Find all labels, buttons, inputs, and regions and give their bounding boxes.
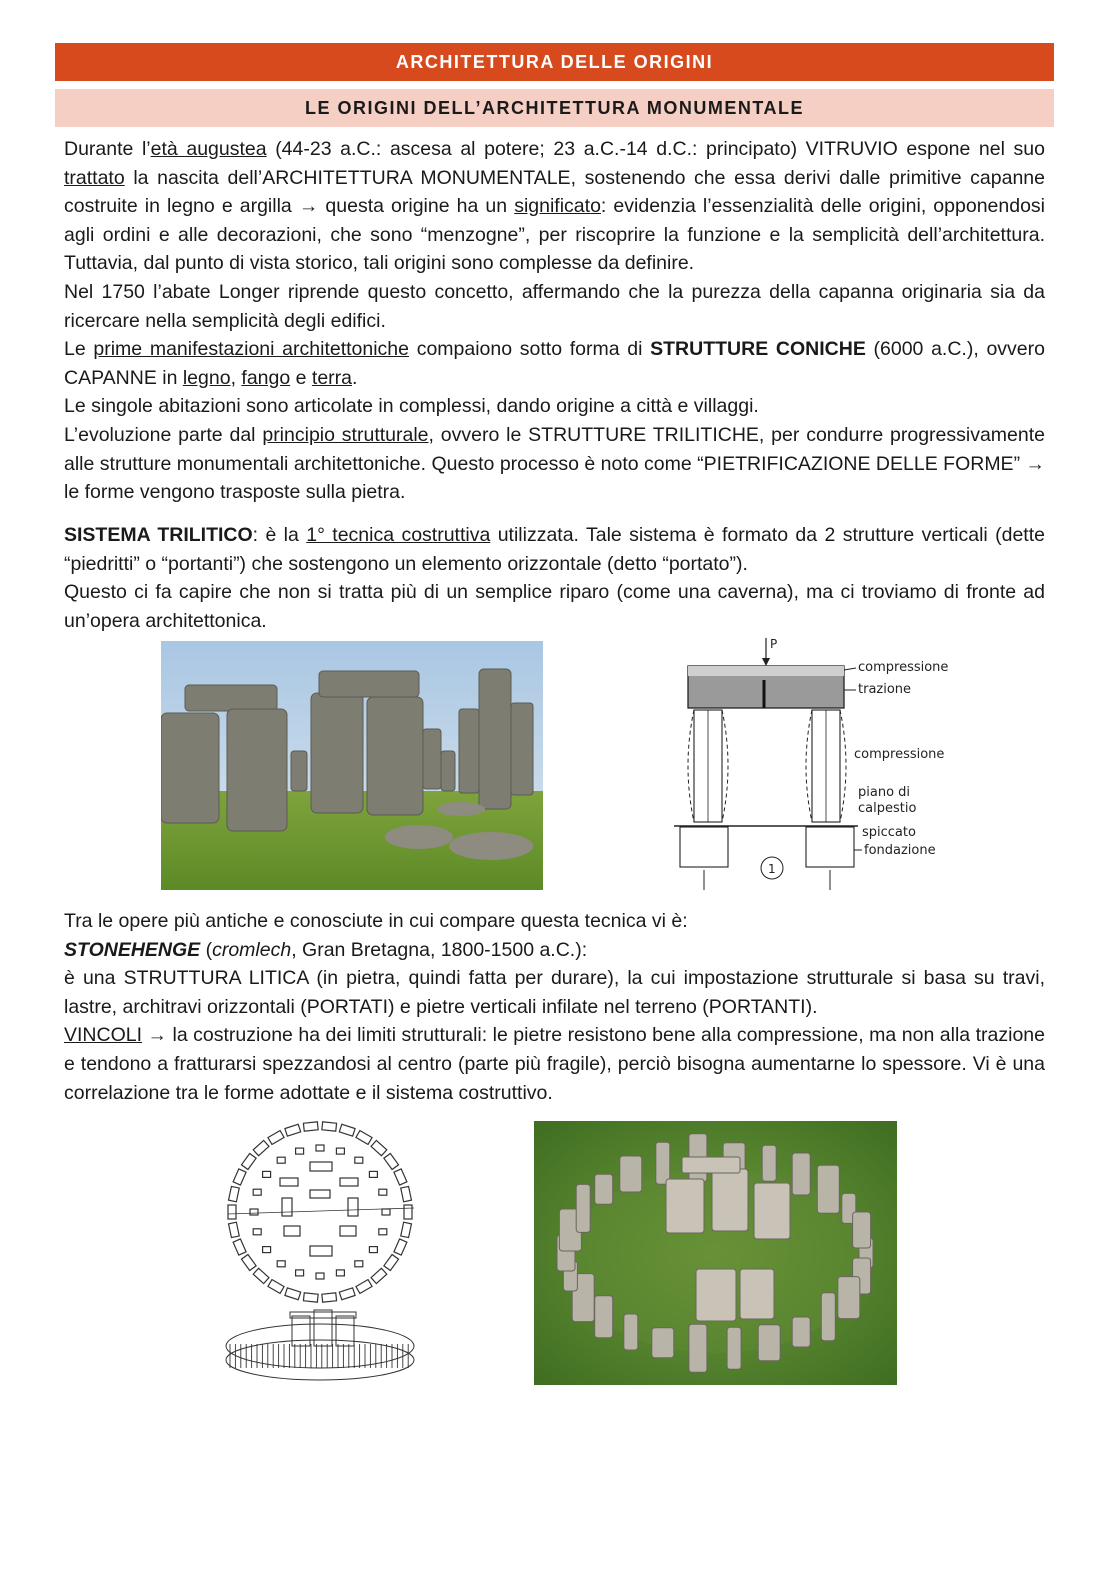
text-run: Durante l’: [64, 138, 151, 160]
text-run: (44-23 a.C.: ascesa al potere; 23 a.C.-14 d.C.: principato) VITRUVIO espone nel suo: [266, 138, 1045, 160]
label-calpestio: calpestio: [858, 801, 917, 816]
text-run: ,: [230, 366, 242, 389]
paragraph-stonehenge-title: [64, 936, 1045, 965]
underlined-term: trattato: [64, 166, 125, 189]
bold-term: STRUTTURE CONICHE: [650, 338, 866, 361]
underlined-term: terra: [311, 366, 353, 389]
text-run: utilizzata. Tale sistema è formato da 2 strutture verticali (dette “piedritti” o “portanti”) che sostengono un elemento orizzontale (detto “portato”).: [64, 524, 1045, 575]
italic-term: cromlech: [212, 938, 292, 961]
stonehenge-aerial-photo: [534, 1121, 897, 1385]
text-run: , ovvero le STRUTTURE TRILITICHE, per condurre progressivamente alle strutture monumentali architettoniche. Questo processo è noto come “PIETRIFICAZIONE DELLE FORME” → le forme vengono trasposte sulla pietra.: [64, 423, 1045, 504]
paragraph-struttura-litica: è una STRUTTURA LITICA (in pietra, quindi fatta per durare), la cui impostazione strutturale si basa su travi, lastre, architravi orizzontali (PORTATI) e pietre verticali infilate nel terreno (PORTANTI).: [64, 967, 1045, 1018]
right-foundation: [806, 827, 854, 867]
paragraph-longer: Nel 1750 l’abate Longer riprende questo concetto, affermando che la purezza della capanna originaria sia da ricercare nella semplicità degli edifici.: [64, 280, 1045, 332]
bold-italic-term: STONEHENGE: [64, 938, 201, 961]
text-run: (6000 a.C.), ovvero CAPANNE in: [64, 338, 1045, 389]
text-run: , Gran Bretagna, 1800-1500 a.C.):: [291, 938, 588, 961]
trilithic-diagram: [672, 634, 962, 892]
stonehenge-text-block: [64, 907, 1045, 1107]
trilithic-text-block: [64, 521, 1045, 635]
bold-term: SISTEMA TRILITICO: [64, 524, 253, 546]
paragraph-prime-manifestazioni: [64, 335, 1045, 392]
text-run: e: [290, 366, 312, 389]
intro-text-block: [64, 135, 1045, 507]
label-spiccato: spiccato: [862, 825, 916, 840]
text-run: compaiono sotto forma di: [409, 338, 651, 361]
figure-number: 1: [768, 862, 776, 876]
underlined-term: fango: [241, 366, 291, 389]
chapter-title: ARCHITETTURA DELLE ORIGINI: [395, 51, 714, 72]
text-run: : è la: [252, 524, 307, 546]
text-run: (: [200, 938, 213, 961]
section-title-banner: [55, 89, 1054, 127]
left-foundation: [680, 827, 728, 867]
underlined-term: VINCOLI: [64, 1024, 143, 1047]
paragraph-evoluzione: [64, 421, 1045, 507]
label-fondazione: fondazione: [864, 843, 936, 858]
underlined-term: significato: [514, 195, 601, 218]
load-label: P: [770, 637, 778, 651]
paragraph-vitruvio: [64, 135, 1045, 278]
underlined-term: legno: [182, 366, 231, 389]
text-run: : evidenzia l’essenzialità delle origini, opponendosi agli ordini e alle decorazioni, che sono “menzogne”, per riscoprire la funzione e la semplicità dell’architettura. Tuttavia, dal punto di vista storico, tali origini sono complesse da definire.: [64, 195, 1045, 275]
paragraph-abitazioni: Le singole abitazioni sono articolate in complessi, dando origine a città e villaggi.: [64, 395, 759, 418]
text-run: → la costruzione ha dei limiti strutturali: le pietre resistono bene alla compressione, ma non alla trazione e tendono a fratturarsi spezzandosi al centro (parte più fragile), perciò bisogna aumentarne lo spessore. Vi è una correlazione tra le forme adottate e il sistema costruttivo.: [64, 1024, 1045, 1104]
underlined-term: 1° tecnica costruttiva: [306, 524, 491, 546]
chapter-title-banner: [55, 43, 1054, 81]
paragraph-riparo: Questo ci fa capire che non si tratta più di un semplice riparo (come una caverna), ma ci troviamo di fronte ad un’opera architettonica.: [64, 581, 1045, 632]
label-compression-pillar: compressione: [854, 747, 945, 762]
paragraph-opere-antiche: Tra le opere più antiche e conosciute in cui compare questa tecnica vi è:: [64, 910, 688, 932]
text-run: Le: [64, 338, 94, 361]
stonehenge-photo: [161, 641, 543, 890]
section-title: LE ORIGINI DELL’ARCHITETTURA MONUMENTALE: [305, 97, 804, 118]
stonehenge-plan-drawing: [222, 1116, 418, 1382]
label-traction: trazione: [858, 682, 912, 697]
label-piano: piano di: [858, 785, 911, 800]
text-run: la nascita dell’ARCHITETTURA MONUMENTALE, sostenendo che essa derivi dalle primitive capanne costruite in legno e argilla → questa origine ha un: [64, 166, 1045, 218]
underlined-term: principio strutturale: [262, 423, 429, 446]
underlined-term: prime manifestazioni architettoniche: [93, 338, 409, 361]
paragraph-sistema-trilitico: [64, 521, 1045, 578]
paragraph-vincoli: [64, 1021, 1045, 1107]
underlined-term: età augustea: [150, 138, 267, 160]
text-run: L’evoluzione parte dal: [64, 423, 263, 446]
label-compression-top: compressione: [858, 660, 949, 675]
text-run: .: [352, 366, 358, 389]
